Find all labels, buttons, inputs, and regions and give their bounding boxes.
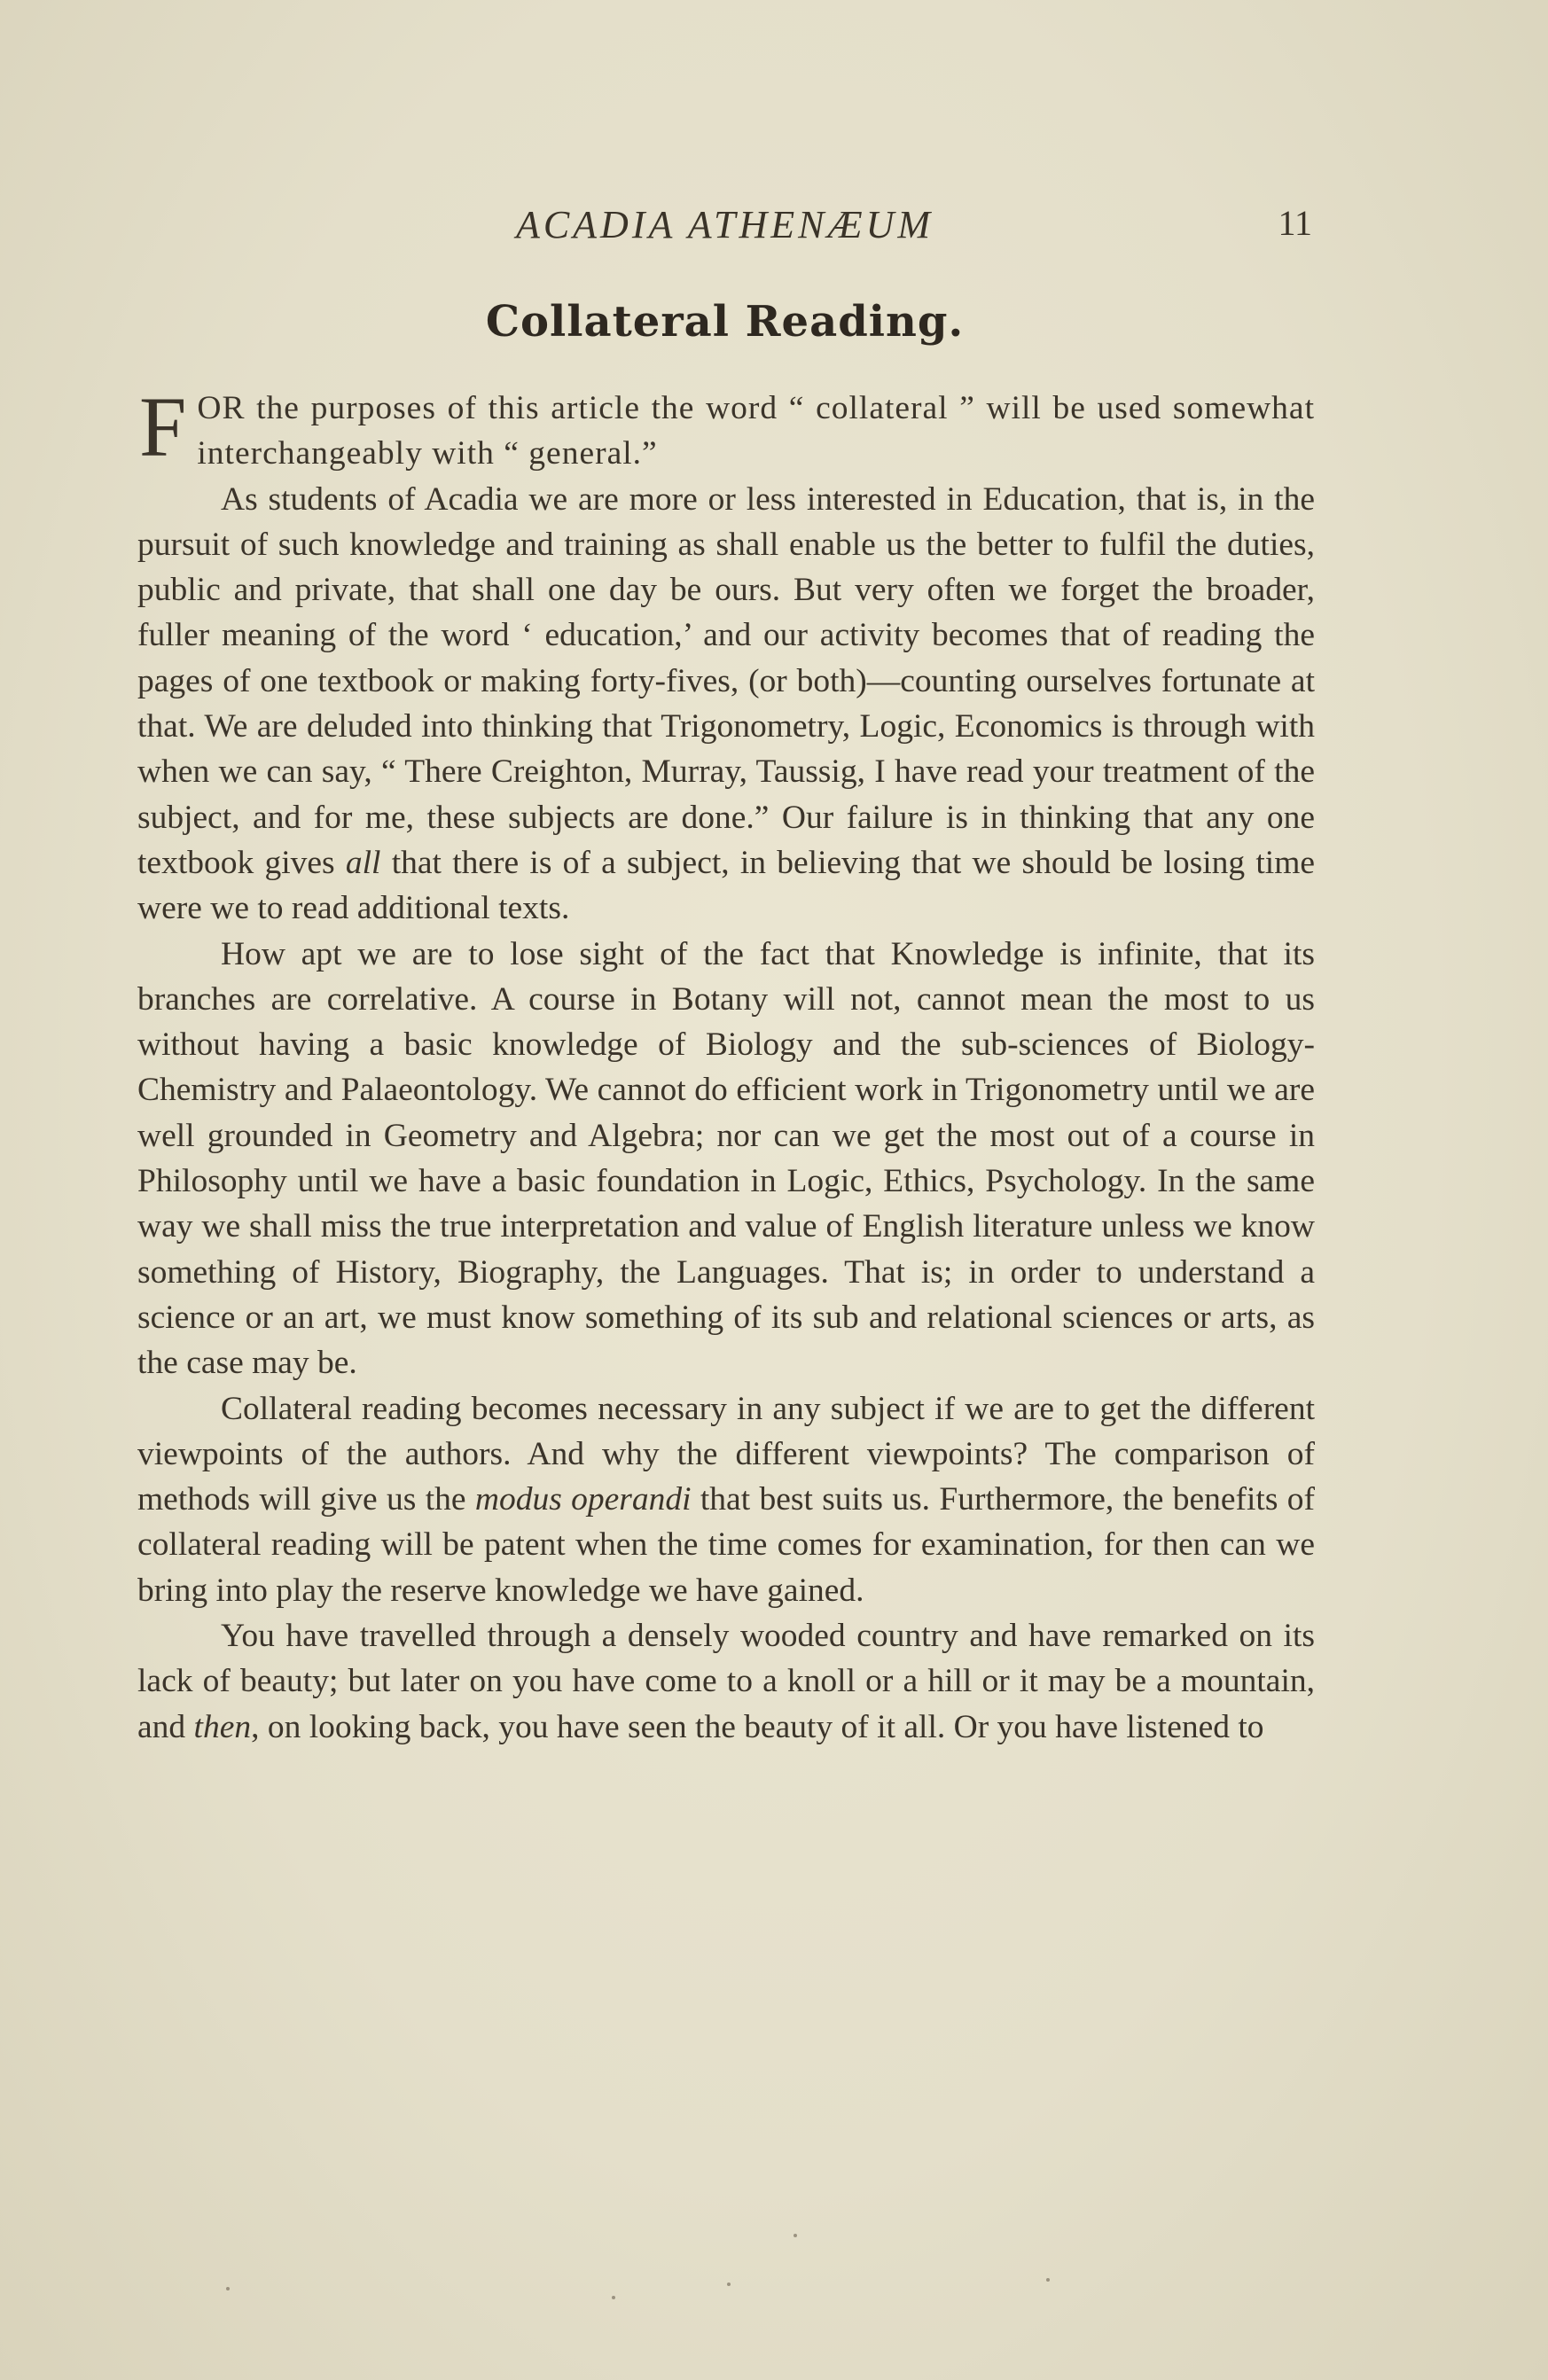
drop-cap: F xyxy=(139,379,187,474)
paragraph-2-end: that there is of a subject, in believing that we should be losing time were we to read additional texts. xyxy=(137,844,1316,927)
paper-speck xyxy=(1046,2278,1050,2282)
paper-speck xyxy=(226,2287,230,2290)
paragraph-1 xyxy=(137,379,1315,477)
paragraph-5 xyxy=(137,1613,1315,1750)
paragraph-5-end: , on looking back, you have seen the beauty of it all. Or you have listened to xyxy=(251,1708,1264,1745)
paper-speck xyxy=(612,2296,615,2299)
paragraph-4-end: that best suits us. Furthermore, the benefits of collateral reading will be patent when the time comes for examination, for then can we bring into play the reserve knowledge we have gained. xyxy=(137,1481,1315,1609)
journal-name: ACADIA ATHENÆUM xyxy=(515,203,934,246)
paragraph-3 xyxy=(137,932,1315,1386)
running-head xyxy=(137,202,1312,255)
paragraph-3-text: How apt we are to lose sight of the fact that Knowledge is infinite, that its branches are correlative. A course in Botany will not, cannot mean the most to us without having a basic knowledge of Biology and the sub-sciences of Biology-Chemistry and Palaeontology. We cannot do efficient work in Trigonometry until we are well grounded in Geometry and Algebra; nor can we get the most out of a course in Philosophy until we have a basic foundation in Logic, Ethics, Psychology. In the same way we shall miss the true interpretation and value of English literature unless we know something of History, Biography, the Languages. That is; in order to understand a science or an art, we must know something of its sub and relational sciences or arts, as the case may be. xyxy=(137,935,1315,1382)
paragraph-4 xyxy=(137,1386,1315,1613)
paragraph-4-emphasis: modus operandi xyxy=(474,1481,692,1518)
paragraph-2 xyxy=(137,477,1315,932)
article-body xyxy=(137,379,1316,1750)
paper-speck xyxy=(794,2234,797,2237)
paragraph-4-text: Collateral reading becomes necessary in any subject if we are to get the different viewpoints of the authors. And why the different viewpoints? The comparison of methods will give us the xyxy=(137,1390,1315,1518)
paragraph-5-text: You have travelled through a densely wooded country and have remarked on its lack of beauty; but later on you have come to a knoll or a hill or it may be a mountain, and xyxy=(137,1618,1315,1745)
paragraph-2-text: As students of Acadia we are more or less interested in Education, that is, in the pursuit of such knowledge and training as shall enable us the better to fulfil the duties, public and private, that shall one day be ours. But very often we forget the broader, fuller meaning of the word ‘ education,’ and our activity becomes that of reading the pages of one textbook or making forty-fives, (or both)—counting ourselves fortunate at that. We are deluded into thinking that Trigonometry, Logic, Economics is through with when we can say, “ There Creighton, Murray, Taussig, I have read your treatment of the subject, and for me, these subjects are done.” Our failure is in thinking that any one textbook gives xyxy=(137,480,1315,881)
paragraph-1-text: OR the purposes of this article the word “ collateral ” will be used somewhat interchangeably with “ general.” xyxy=(197,390,1315,472)
article-title: Collateral Reading. xyxy=(485,297,965,347)
paragraph-5-emphasis: then xyxy=(193,1708,252,1745)
page-number: 11 xyxy=(1278,203,1312,243)
paragraph-2-emphasis: all xyxy=(345,844,381,881)
paper-speck xyxy=(727,2282,731,2286)
